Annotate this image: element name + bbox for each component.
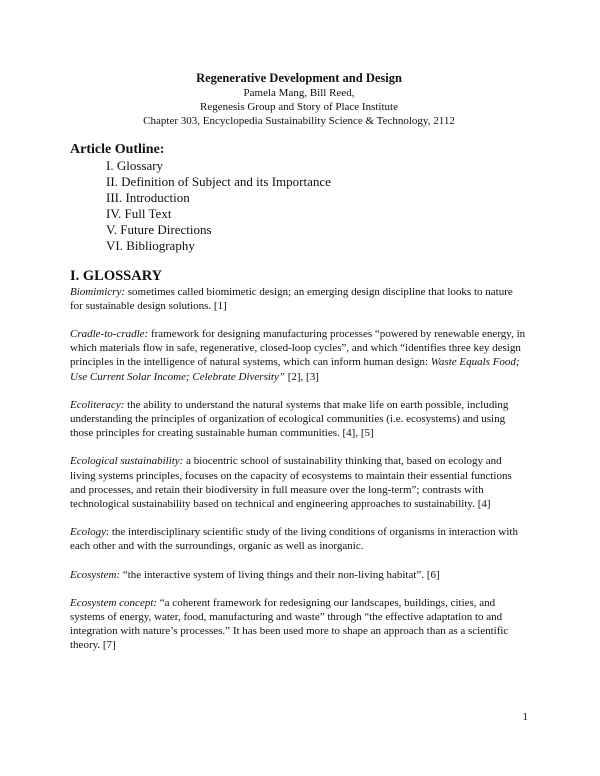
outline-heading: Article Outline: <box>70 141 165 157</box>
glossary-definition: the ability to understand the natural systems that make life on earth possible, including understanding the principles of organization of ecological communities (i.e. ecosystems) and using those principles for creating sustainable human communities. [4], [5] <box>70 398 509 440</box>
document-title: Regenerative Development and Design <box>196 71 402 85</box>
glossary-entry-cradle-to-cradle <box>70 327 528 384</box>
glossary-entry-ecosystem <box>70 568 528 582</box>
outline-list <box>106 158 528 254</box>
glossary-entry-ecosystem-concept <box>70 596 528 653</box>
source-line: Chapter 303, Encyclopedia Sustainability Science & Technology, 2112 <box>143 115 455 128</box>
outline-item: V. Future Directions <box>106 221 212 237</box>
glossary-entry-ecology <box>70 525 528 553</box>
glossary-definition: : the interdisciplinary scientific study of the living conditions of organisms in interaction with each other and with the surroundings, organic as well as inorganic. <box>70 526 518 553</box>
glossary-definition: “the interactive system of living things and their non-living habitat”. [6] <box>120 568 440 581</box>
authors-line: Pamela Mang, Bill Reed, <box>243 87 355 99</box>
outline-item: VI. Bibliography <box>106 237 195 253</box>
glossary-definition: a biocentric school of sustainability thinking that, based on ecology and living systems principles, focuses on the capacity of ecosystems to maintain their essential functions and processes, and retain their biodiversity in full measure over the long-term”; contrasts with technological sustainability based on technical and engineering approaches to sustainability. [4] <box>70 455 512 511</box>
document-header <box>70 70 528 129</box>
outline-item: II. Definition of Subject and its Importance <box>106 173 331 189</box>
glossary-definition: framework for designing manufacturing processes “powered by renewable energy, in which materials flow in safe, regenerative, closed-loop cycles”, and which “identifies three key design principles in the intelligence of natural systems, which can inform human design: <box>70 328 526 369</box>
outline-item: III. Introduction <box>106 189 190 205</box>
glossary-term: Ecosystem concept: <box>70 596 158 609</box>
glossary-term: Cradle-to-cradle: <box>70 328 149 341</box>
glossary-entry-biomimicry <box>70 285 528 313</box>
glossary-term: Biomimicry: <box>70 285 125 298</box>
outline-item: I. Glossary <box>106 157 164 173</box>
affiliation-line: Regenesis Group and Story of Place Institute <box>200 101 398 114</box>
page-number: 1 <box>522 711 528 723</box>
glossary-definition: sometimes called biomimetic design; an emerging design discipline that looks to nature for sustainable design solutions. [1] <box>70 285 513 312</box>
glossary-entries <box>70 285 528 653</box>
outline-item: IV. Full Text <box>106 205 172 221</box>
glossary-entry-ecoliteracy <box>70 398 528 441</box>
glossary-definition: “a coherent framework for redesigning our landscapes, buildings, cities, and systems of energy, water, food, manufacturing and waste” through “the effective adaptation to and integration with nature’s processes.” It has been used more to shape an approach than as a scientific theory. [7] <box>70 596 509 652</box>
glossary-term: Ecosystem: <box>70 568 121 581</box>
glossary-heading: I. GLOSSARY <box>70 267 163 284</box>
glossary-emphasis: Waste Equals Food; Use Current Solar Income; Celebrate Diversity” <box>70 356 520 383</box>
glossary-term: Ecological sustainability: <box>70 455 184 468</box>
glossary-citation: [2], [3] <box>284 370 319 383</box>
glossary-entry-ecological-sustainability <box>70 454 528 511</box>
glossary-term: Ecoliteracy: <box>70 398 125 411</box>
glossary-term: Ecology <box>70 526 107 539</box>
